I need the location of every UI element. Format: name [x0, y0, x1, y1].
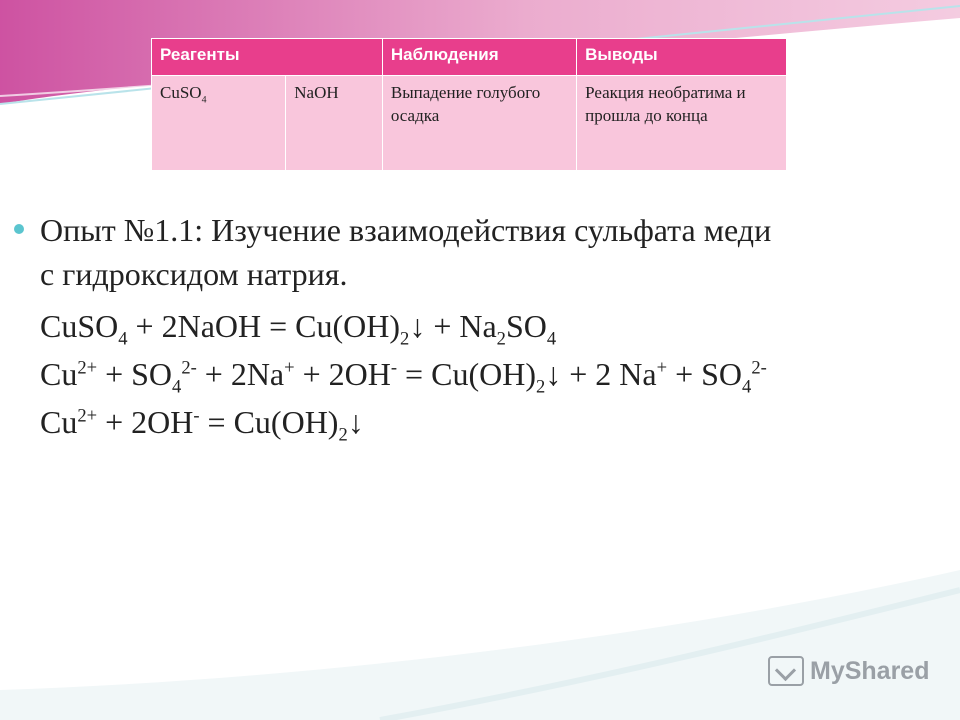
cell-observation: Выпадение голубого осадка: [382, 76, 576, 171]
eq-part: Cu: [40, 356, 78, 393]
heading-line-2: с гидроксидом натрия.: [40, 256, 348, 293]
eq-part: + 2Na: [196, 356, 285, 393]
eq-subscript: 4: [742, 376, 752, 398]
eq-superscript: -: [390, 357, 398, 379]
reagents-table: [151, 38, 787, 171]
cell-conclusion: Реакция необратима и прошла до конца: [577, 76, 787, 171]
eq-part: + SO: [667, 356, 743, 393]
eq-superscript: -: [193, 405, 200, 427]
eq-subscript: 4: [546, 328, 557, 350]
equation-full-ionic: [40, 352, 940, 400]
eq-subscript: 2: [496, 328, 506, 350]
eq-superscript: 2-: [181, 357, 197, 379]
eq-part: + 2OH: [97, 404, 194, 441]
equation-short-ionic: [40, 400, 940, 448]
eq-part: = Cu(OH): [199, 404, 339, 441]
eq-subscript: 4: [118, 328, 128, 350]
eq-superscript: +: [656, 357, 668, 379]
eq-part: ↓ + 2 Na: [545, 356, 657, 393]
decorative-footer-shade: [0, 570, 960, 720]
eq-part: + SO: [97, 356, 173, 393]
eq-part: Cu: [40, 404, 78, 441]
eq-part: = Cu(OH): [397, 356, 536, 393]
eq-part: SO: [505, 308, 547, 345]
eq-part: CuSO: [40, 308, 119, 345]
heading-line-1: Опыт №1.1: Изучение взаимодействия сульфата меди: [40, 212, 772, 248]
myshared-logo-icon: [768, 656, 804, 686]
header-observations: Наблюдения: [382, 39, 576, 76]
logo-text: MyShared: [810, 656, 930, 685]
reagent-1-formula: CuSO: [160, 83, 202, 102]
header-conclusions: Выводы: [577, 39, 787, 76]
eq-subscript: 4: [172, 376, 182, 398]
equation-molecular: [40, 304, 940, 352]
cell-reagent-2: NaOH: [286, 76, 383, 171]
eq-superscript: 2+: [77, 405, 98, 427]
bullet-icon: [14, 224, 24, 234]
cell-reagent-1: [152, 76, 286, 171]
myshared-logo: [768, 656, 929, 686]
eq-subscript: 2: [535, 376, 546, 398]
eq-subscript: 2: [338, 424, 348, 446]
eq-superscript: +: [284, 357, 295, 379]
eq-part: ↓: [347, 404, 364, 441]
table-row: [152, 76, 787, 171]
eq-part: ↓ + Na: [409, 308, 497, 345]
reagent-1-subscript: 4: [201, 94, 207, 106]
slide-content: [40, 208, 940, 448]
eq-part: + 2NaOH = Cu(OH): [127, 308, 401, 345]
eq-superscript: 2-: [751, 357, 767, 379]
header-reagents: Реагенты: [152, 39, 383, 76]
eq-subscript: 2: [400, 328, 410, 350]
eq-superscript: 2+: [77, 357, 98, 379]
eq-part: + 2OH: [294, 356, 391, 393]
table-header-row: [152, 39, 787, 76]
